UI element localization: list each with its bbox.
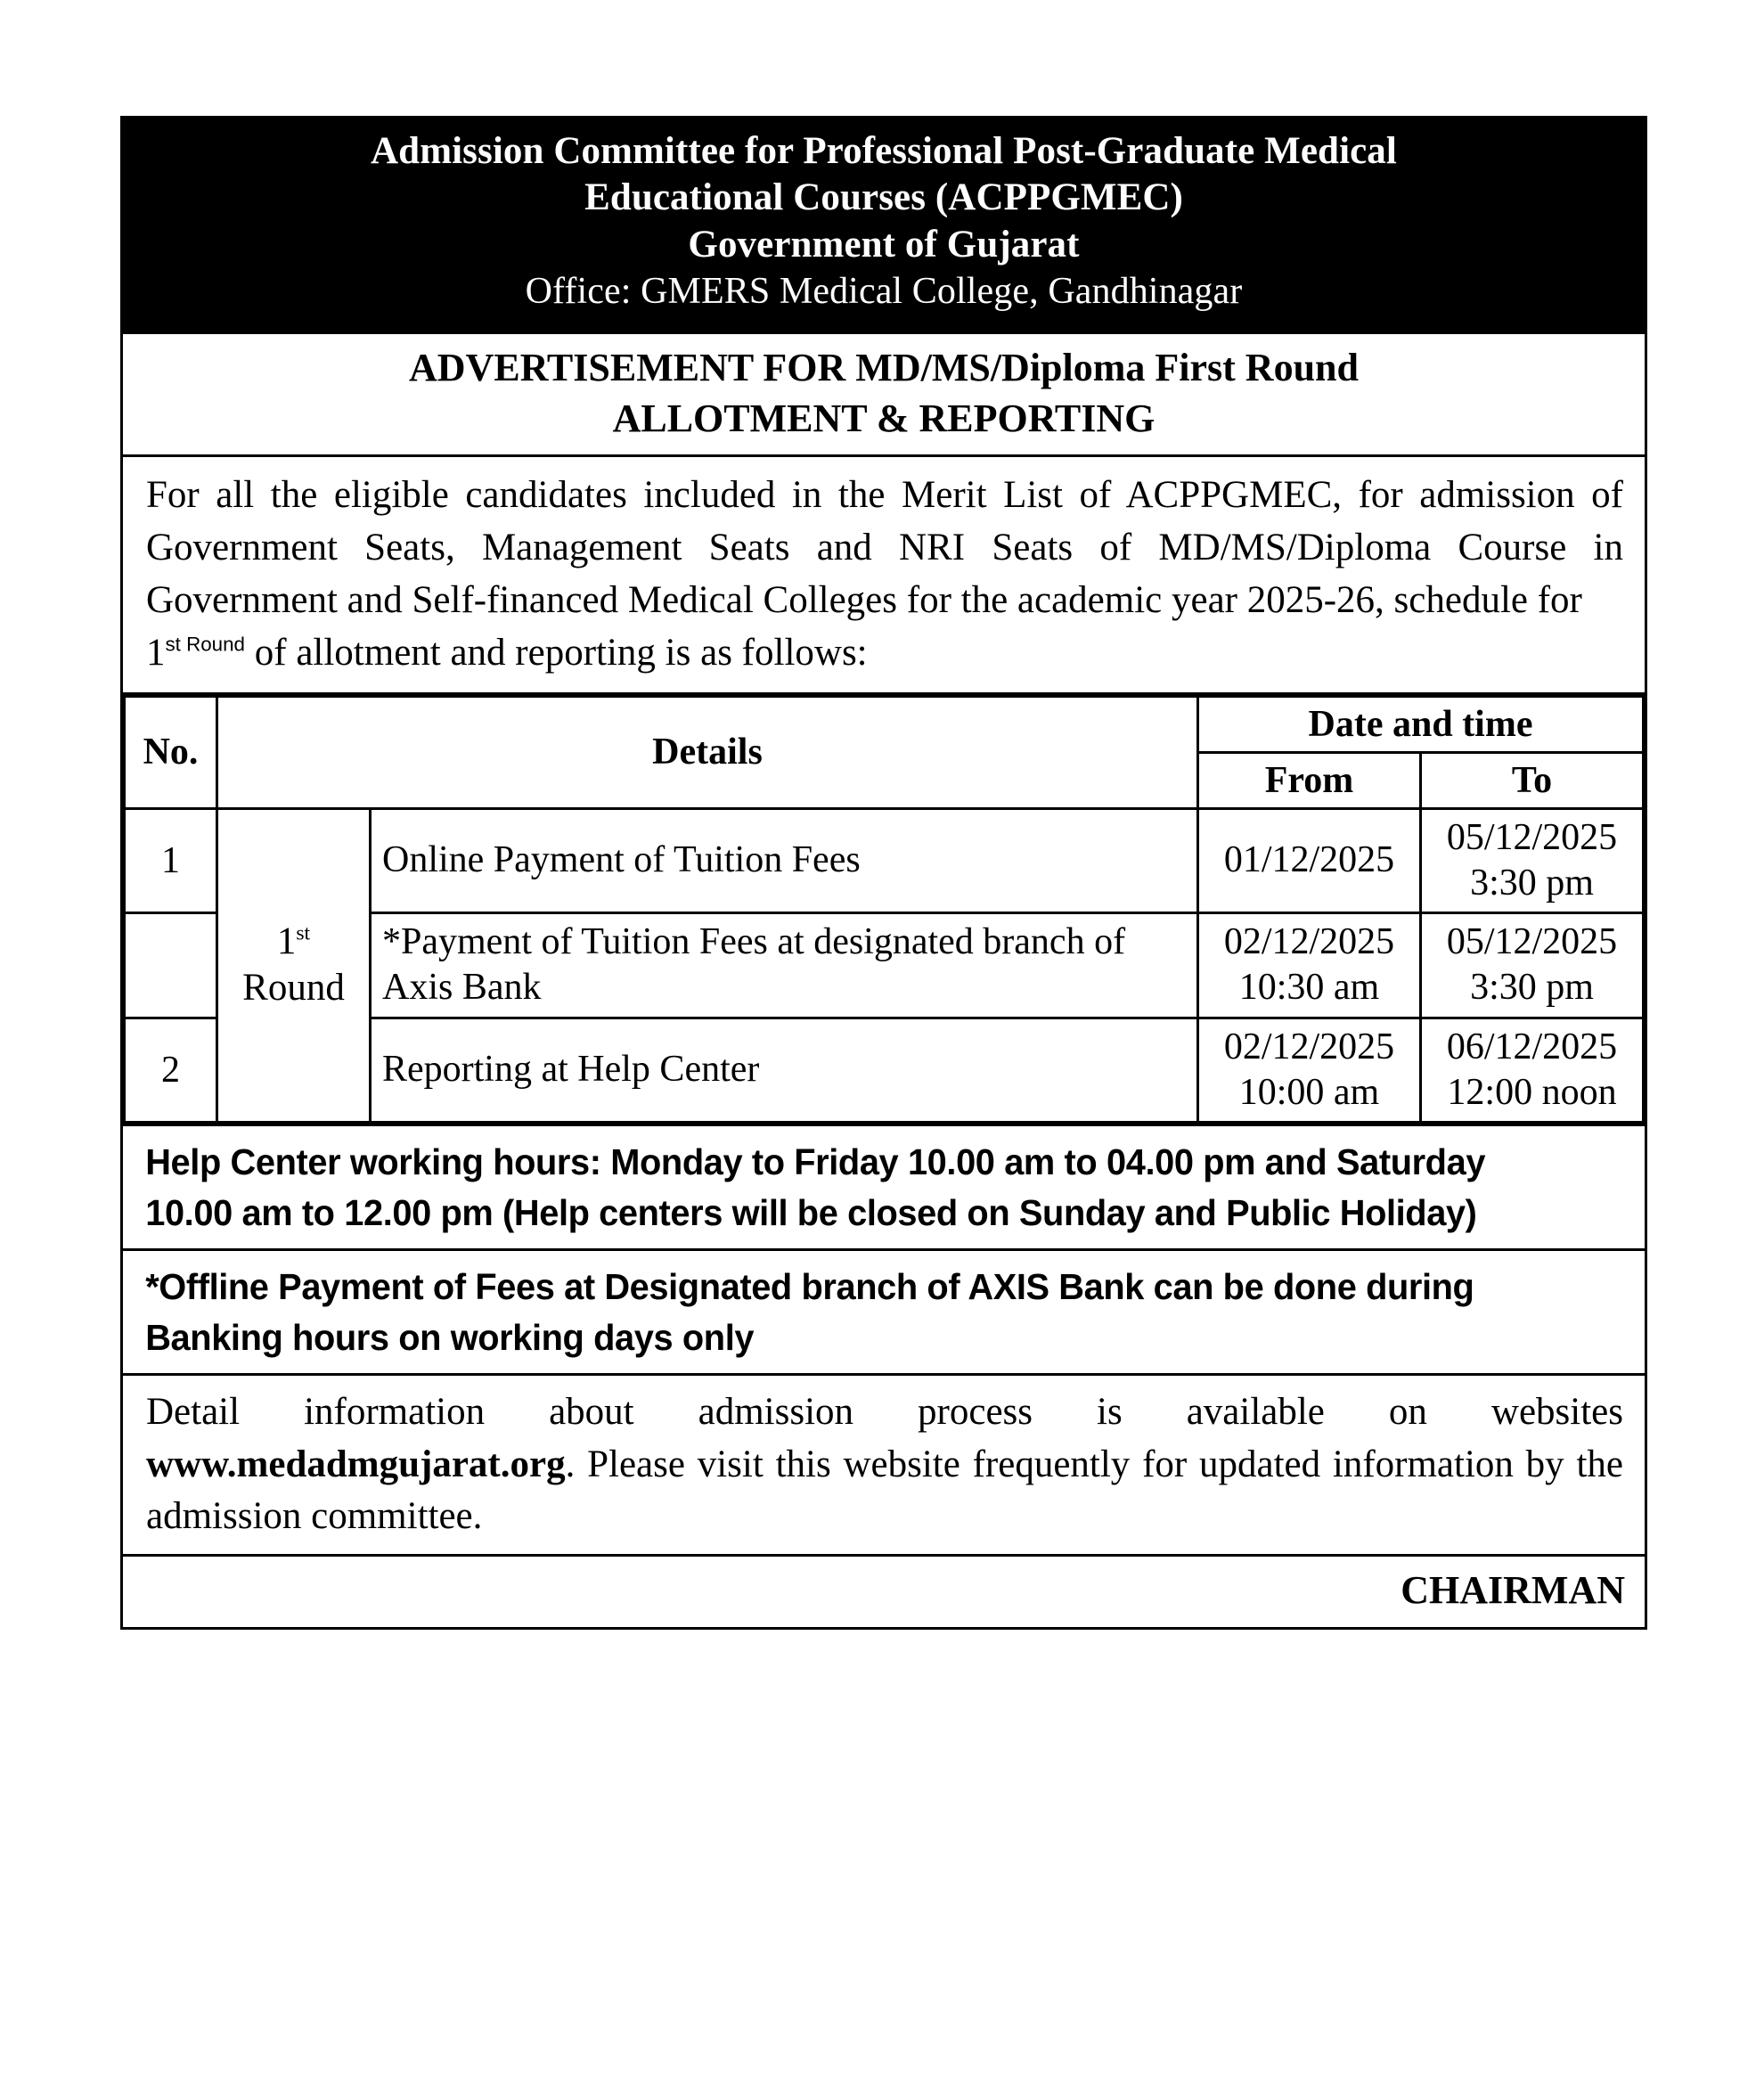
schedule-table <box>123 695 1645 1124</box>
chairman-signature: CHAIRMAN <box>1401 1567 1625 1612</box>
offline-payment-row <box>123 1251 1645 1376</box>
row-3-from-date: 02/12/2025 <box>1223 1026 1395 1067</box>
row-3-detail: Reporting at Help Center <box>371 1018 1198 1122</box>
table-row <box>125 808 1644 912</box>
website-info-before: Detail information about admission process is available on websites <box>146 1391 1623 1434</box>
round-number: 1 <box>146 631 166 674</box>
row-3-no: 2 <box>125 1018 217 1122</box>
round-label-cell <box>217 808 371 1122</box>
advertisement-title <box>123 334 1645 454</box>
row-3-from <box>1198 1018 1421 1122</box>
document-body <box>120 334 1647 1629</box>
intro-last-line <box>146 627 1623 680</box>
intro-tail: of allotment and reporting is as follows: <box>245 631 868 674</box>
offline-payment-note: *Offline Payment of Fees at Designated branch of AXIS Bank can be done during Banking hours on working days only <box>145 1266 1474 1358</box>
organization-name-line1: Admission Committee for Professional Post-Graduate Medical <box>371 130 1397 172</box>
website-info <box>123 1376 1645 1553</box>
round-label-word: Round <box>242 967 345 1010</box>
signature-row <box>123 1557 1645 1627</box>
row-2-to-date: 05/12/2025 <box>1446 921 1618 963</box>
row-1-from-date: 01/12/2025 <box>1223 839 1395 881</box>
help-center-hours-row <box>123 1126 1645 1251</box>
advertisement-title-line2: ALLOTMENT & REPORTING <box>612 396 1156 440</box>
website-info-row <box>123 1376 1645 1556</box>
website-info-after: . Please visit this website frequently for updated information by the admission committee. <box>146 1443 1623 1538</box>
office-address: Office: GMERS Medical College, Gandhinagar <box>525 271 1243 313</box>
row-2-from <box>1198 913 1421 1018</box>
row-3-to <box>1421 1018 1644 1122</box>
row-3-to-time: 12:00 noon <box>1447 1071 1617 1113</box>
row-1-to-date: 05/12/2025 <box>1446 816 1618 858</box>
row-2-to-time: 3:30 pm <box>1470 967 1594 1009</box>
header-from: From <box>1198 752 1421 808</box>
row-1-to-time: 3:30 pm <box>1470 862 1594 904</box>
row-2-from-date: 02/12/2025 <box>1223 921 1395 963</box>
header-to: To <box>1421 752 1644 808</box>
organization-name-line2: Educational Courses (ACPPGMEC) <box>584 176 1183 219</box>
row-1-detail: Online Payment of Tuition Fees <box>371 808 1198 912</box>
intro-text: For all the eligible candidates included in the Merit List of ACPPGMEC, for admission of Government Seats, Management Seats and NRI Seats of MD/MS/Diploma Course in Government and Self-financed Medical Colleges for the academic year 2025-26, schedule for <box>146 474 1623 621</box>
help-center-hours-note: Help Center working hours: Monday to Friday 10.00 am to 04.00 pm and Saturday 10.00 am to 12.00 pm (Help centers will be closed on Sunday and Public Holiday) <box>145 1141 1486 1233</box>
header-details: Details <box>217 696 1198 808</box>
advertisement-title-line1: ADVERTISEMENT FOR MD/MS/Diploma First Round <box>409 346 1359 390</box>
advertisement-notice <box>120 116 1647 1630</box>
advertisement-title-row <box>123 334 1645 457</box>
round-label-superscript: st <box>296 921 311 945</box>
row-2-no <box>125 913 217 1018</box>
row-1-from <box>1198 808 1421 912</box>
intro-paragraph <box>123 457 1645 692</box>
row-2-from-time: 10:30 am <box>1238 967 1380 1009</box>
intro-paragraph-row <box>123 457 1645 695</box>
row-3-to-date: 06/12/2025 <box>1446 1026 1618 1067</box>
row-2-to <box>1421 913 1644 1018</box>
round-superscript: st Round <box>165 633 245 656</box>
website-url: www.medadmgujarat.org <box>146 1443 566 1485</box>
header-no: No. <box>125 696 217 808</box>
table-header-row-1 <box>125 696 1644 752</box>
round-label-number: 1 <box>276 920 297 962</box>
row-3-from-time: 10:00 am <box>1238 1071 1380 1113</box>
header-date-and-time: Date and time <box>1198 696 1644 752</box>
row-1-no: 1 <box>125 808 217 912</box>
row-2-detail: *Payment of Tuition Fees at designated branch of Axis Bank <box>371 913 1198 1018</box>
masthead-banner <box>120 116 1647 334</box>
row-1-to <box>1421 808 1644 912</box>
government-name: Government of Gujarat <box>688 223 1080 266</box>
schedule-table-row <box>123 695 1645 1126</box>
